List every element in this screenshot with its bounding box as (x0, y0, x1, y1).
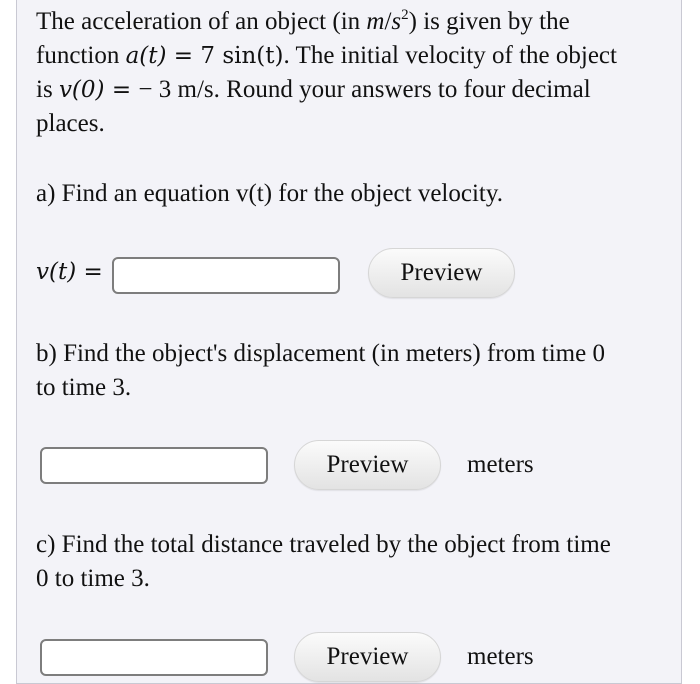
units-exponent: 2 (401, 7, 409, 23)
units-seconds: s (391, 8, 402, 35)
problem-line-2 (36, 39, 617, 73)
velocity-equation-input[interactable] (112, 257, 340, 294)
function-rhs: 7 sin(t) (200, 43, 284, 69)
problem-line-3 (36, 73, 591, 107)
problem-intro-text-2: ) is given by the (408, 8, 570, 35)
initial-velocity-lhs: v(0) (58, 77, 105, 103)
part-c-question-line-1: c) Find the total distance traveled by the object from time (36, 531, 611, 558)
units-meters: m (366, 8, 385, 35)
initial-equals: = (104, 77, 139, 103)
part-a-label (36, 255, 103, 289)
part-c-units-label: meters (467, 643, 534, 670)
part-b-preview-button[interactable]: Preview (294, 440, 441, 490)
velocity-label: v(t) (36, 259, 77, 285)
function-suffix: . The initial velocity of the object (283, 42, 617, 69)
rounding-instruction: . Round your answers to four decimal (213, 76, 591, 103)
initial-velocity-value: − 3 m/s (138, 76, 214, 103)
problem-line-1 (36, 5, 570, 39)
function-prefix: function (36, 42, 126, 69)
part-c-question-line-2: 0 to time 3. (36, 565, 150, 592)
part-b-units-label: meters (467, 451, 534, 478)
initial-prefix: is (36, 76, 59, 103)
part-b-question-line-2: to time 3. (36, 374, 132, 401)
part-a-preview-button[interactable]: Preview (368, 248, 515, 298)
problem-line-4 (36, 107, 105, 141)
part-c-preview-button[interactable]: Preview (294, 632, 441, 682)
distance-input[interactable] (40, 639, 268, 676)
velocity-equals: = (76, 259, 103, 285)
part-b-question-line-1: b) Find the object's displacement (in meters) from time 0 (36, 340, 605, 367)
problem-intro-text: The acceleration of an object (in (36, 8, 367, 35)
part-a-question: a) Find an equation v(t) for the object velocity. (36, 180, 503, 207)
rounding-instruction-end: places. (36, 110, 105, 137)
displacement-input[interactable] (40, 447, 268, 484)
function-lhs: a(t) (125, 43, 167, 69)
units-slash: / (384, 8, 392, 35)
function-equals: = (166, 43, 201, 69)
